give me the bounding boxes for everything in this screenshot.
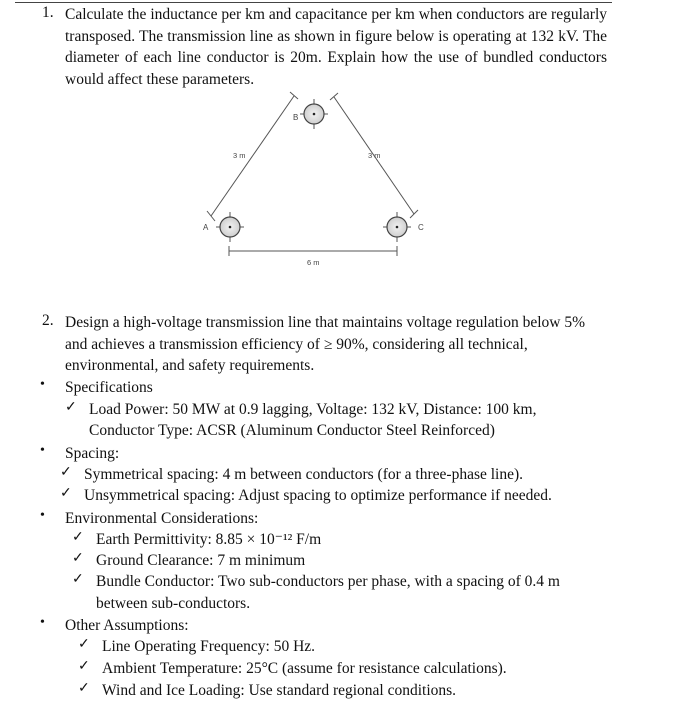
- svg-text:C: C: [418, 223, 424, 232]
- check-icon: ✓: [72, 572, 84, 587]
- spacing-item: Symmetrical spacing: 4 m between conductors (for a three-phase line).: [84, 466, 524, 483]
- svg-text:6 m: 6 m: [307, 258, 320, 267]
- bullet-icon: •: [40, 615, 45, 630]
- check-icon: ✓: [78, 659, 90, 674]
- question-2-line: Design a high-voltage transmission line that maintains voltage regulation below 5%: [65, 314, 585, 331]
- question-2-number: 2.: [42, 312, 54, 329]
- assumption-item: Ambient Temperature: 25°C (assume for resistance calculations).: [102, 660, 507, 677]
- svg-text:3 m: 3 m: [368, 151, 381, 160]
- environment-item: Ground Clearance: 7 m minimum: [96, 552, 306, 569]
- question-1-number: 1.: [42, 4, 54, 21]
- section-title-specifications: Specifications: [65, 379, 153, 396]
- conductor-b-icon: [300, 99, 328, 129]
- svg-text:A: A: [203, 223, 209, 232]
- spec-item: Load Power: 50 MW at 0.9 lagging, Voltage: 132 kV, Distance: 100 km,: [89, 401, 537, 418]
- conductor-c-icon: [383, 212, 411, 242]
- conductor-a-icon: [216, 212, 244, 242]
- check-icon: ✓: [65, 400, 77, 415]
- svg-text:B: B: [293, 113, 299, 122]
- bullet-icon: •: [40, 377, 45, 392]
- bullet-icon: •: [40, 508, 45, 523]
- svg-text:3 m: 3 m: [233, 151, 246, 160]
- top-rule: [15, 2, 612, 3]
- check-icon: ✓: [60, 486, 72, 501]
- question-2-line: environmental, and safety requirements.: [65, 357, 315, 374]
- section-title-other-assumptions: Other Assumptions:: [65, 617, 189, 634]
- check-icon: ✓: [72, 551, 84, 566]
- environment-item: Bundle Conductor: Two sub-conductors per phase, with a spacing of 0.4 m: [96, 573, 560, 590]
- spec-item: Conductor Type: ACSR (Aluminum Conductor Steel Reinforced): [89, 422, 495, 439]
- assumption-item: Line Operating Frequency: 50 Hz.: [102, 638, 316, 655]
- assumption-item: Wind and Ice Loading: Use standard regional conditions.: [102, 682, 457, 699]
- question-2-line: and achieves a transmission efficiency of ≥ 90%, considering all technical,: [65, 336, 528, 353]
- environment-item: Earth Permittivity: 8.85 × 10⁻¹² F/m: [96, 531, 322, 548]
- check-icon: ✓: [60, 465, 72, 480]
- conductor-spacing-figure: [190, 90, 430, 270]
- check-icon: ✓: [78, 681, 90, 696]
- spacing-item: Unsymmetrical spacing: Adjust spacing to optimize performance if needed.: [84, 487, 552, 504]
- bullet-icon: •: [40, 443, 45, 458]
- check-icon: ✓: [78, 637, 90, 652]
- environment-item: between sub-conductors.: [96, 595, 251, 612]
- question-1-text: Calculate the inductance per km and capacitance per km when conductors are regularly transposed. The transmission line as shown in figure below is operating at 132 kV. The diameter of each line conductor is 20m. Explain how the use of bundled conductors would affect these parameters.: [65, 6, 607, 88]
- section-title-spacing: Spacing:: [65, 445, 120, 462]
- section-title-environmental: Environmental Considerations:: [65, 510, 259, 527]
- check-icon: ✓: [72, 530, 84, 545]
